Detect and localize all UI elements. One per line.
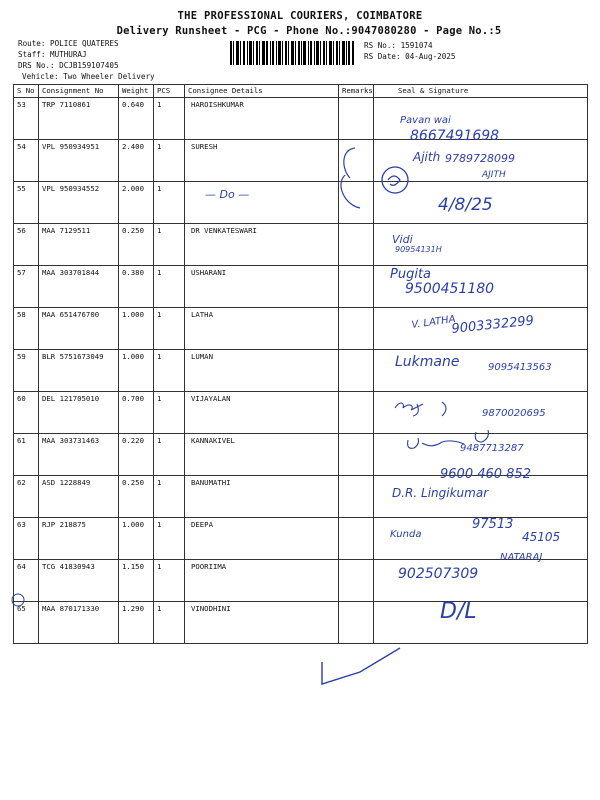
cell-consignment-no: RJP 218875 (39, 518, 119, 560)
signature-53: Pavan wai (400, 115, 451, 126)
cell-consignee: VINODHINI (185, 602, 339, 644)
cell-consignee: KANNAKIVEL (185, 434, 339, 476)
cell-pcs: 1 (154, 224, 185, 266)
company-title: THE PROFESSIONAL COURIERS, COIMBATORE (177, 10, 423, 22)
cell-weight: 2.000 (119, 182, 154, 224)
cell-consignee: DEEPA (185, 518, 339, 560)
cell-consignment-no: ASD 1228849 (39, 476, 119, 518)
cell-pcs: 1 (154, 308, 185, 350)
name-54: AJITH (482, 170, 506, 180)
table-row (14, 182, 588, 224)
cell-weight: 1.290 (119, 602, 154, 644)
phone-63a: 97513 (472, 517, 514, 532)
cell-remarks (339, 266, 374, 308)
table-row (14, 266, 588, 308)
cell-consignment-no: BLR 5751673049 (39, 350, 119, 392)
cell-pcs: 1 (154, 560, 185, 602)
table-row (14, 98, 588, 140)
name-63: Kunda (390, 529, 422, 540)
table-row (14, 518, 588, 560)
cell-sno: 61 (14, 434, 39, 476)
cell-consignment-no: TCG 41830943 (39, 560, 119, 602)
route-info: Route: POLICE QUATERES (18, 39, 119, 48)
phone-56: 90954131H (395, 245, 442, 254)
cell-consignee: DR VENKATESWARI (185, 224, 339, 266)
cell-consignment-no: MAA 870171330 (39, 602, 119, 644)
cell-pcs: 1 (154, 476, 185, 518)
cell-remarks (339, 392, 374, 434)
cell-pcs: 1 (154, 350, 185, 392)
cell-remarks (339, 602, 374, 644)
bottom-initial (322, 648, 400, 684)
cell-consignee (185, 182, 339, 224)
drs-info: DRS No.: DCJB159107405 (18, 61, 119, 70)
cell-pcs: 1 (154, 182, 185, 224)
cell-remarks (339, 350, 374, 392)
cell-sno: 57 (14, 266, 39, 308)
cell-remarks (339, 224, 374, 266)
cell-pcs: 1 (154, 266, 185, 308)
col-header-consignee: Consignee Details (185, 85, 339, 98)
col-header-pcs: PCS (154, 85, 185, 98)
cell-signature (374, 392, 588, 434)
cell-consignment-no: DEL 121705010 (39, 392, 119, 434)
table-row (14, 140, 588, 182)
cell-weight: 1.150 (119, 560, 154, 602)
cell-sno: 59 (14, 350, 39, 392)
name-58: V. LATHA (410, 313, 457, 331)
signature-57: Pugita (390, 267, 432, 282)
table-row (14, 434, 588, 476)
cell-remarks (339, 182, 374, 224)
phone-63b: 45105 (522, 530, 561, 544)
cell-signature (374, 602, 588, 644)
cell-weight: 0.220 (119, 434, 154, 476)
phone-64: 902507309 (398, 566, 479, 582)
phone-60: 9870020695 (482, 408, 546, 419)
phone-54: 9789728099 (445, 152, 515, 165)
cell-consignee: SURESH (185, 140, 339, 182)
table-row (14, 224, 588, 266)
cell-consignment-no: MAA 303701844 (39, 266, 119, 308)
cell-consignment-no: MAA 303731463 (39, 434, 119, 476)
cell-signature (374, 434, 588, 476)
cell-consignment-no: VPL 950934552 (39, 182, 119, 224)
cell-weight: 0.700 (119, 392, 154, 434)
name-64: NATARAJ (500, 552, 543, 563)
phone-58: 9003332299 (450, 313, 535, 337)
cell-weight: 2.400 (119, 140, 154, 182)
cell-signature (374, 476, 588, 518)
cell-consignment-no: VPL 950934951 (39, 140, 119, 182)
cell-consignee: POORIIMA (185, 560, 339, 602)
cell-sno: 54 (14, 140, 39, 182)
vehicle-info: Vehicle: Two Wheeler Delivery (22, 72, 155, 81)
cell-signature (374, 224, 588, 266)
phone-61: 9487713287 (460, 443, 524, 454)
cell-weight: 0.380 (119, 266, 154, 308)
cell-signature (374, 182, 588, 224)
cell-weight: 0.250 (119, 476, 154, 518)
col-header-sno: S No (14, 85, 39, 98)
cell-sno: 63 (14, 518, 39, 560)
col-header-remarks: Remarks (339, 85, 374, 98)
cell-remarks (339, 560, 374, 602)
date-55: 4/8/25 (438, 195, 493, 215)
col-header-signature: Seal & Signature (374, 85, 588, 98)
table-row (14, 350, 588, 392)
cell-signature (374, 350, 588, 392)
table-row (14, 476, 588, 518)
cell-signature (374, 308, 588, 350)
name-62: D.R. Lingikumar (392, 486, 489, 500)
cell-signature (374, 560, 588, 602)
cell-consignment-no: MAA 7129511 (39, 224, 119, 266)
rs-date: RS Date: 04-Aug-2025 (364, 52, 456, 61)
cell-pcs: 1 (154, 602, 185, 644)
cell-sno: 62 (14, 476, 39, 518)
cell-remarks (339, 476, 374, 518)
cell-weight: 0.250 (119, 224, 154, 266)
cell-pcs: 1 (154, 140, 185, 182)
cell-sno: 60 (14, 392, 39, 434)
cell-signature (374, 266, 588, 308)
cell-consignment-no: MAA 651476700 (39, 308, 119, 350)
cell-sno: 55 (14, 182, 39, 224)
cell-signature (374, 140, 588, 182)
cell-consignee: USHARANI (185, 266, 339, 308)
cell-pcs: 1 (154, 98, 185, 140)
cell-sno: 56 (14, 224, 39, 266)
phone-53: 8667491698 (410, 128, 500, 144)
cell-consignment-no: TRP 7110861 (39, 98, 119, 140)
table-row (14, 602, 588, 644)
cell-weight: 1.000 (119, 518, 154, 560)
signature-56: Vidi (392, 233, 413, 246)
cell-sno: 64 (14, 560, 39, 602)
cell-consignee: LATHA (185, 308, 339, 350)
staff-info: Staff: MUTHURAJ (18, 50, 87, 59)
cell-consignee: HAROISHKUMAR (185, 98, 339, 140)
phone-57: 9500451180 (405, 281, 495, 297)
cell-remarks (339, 434, 374, 476)
signature-59: Lukmane (395, 354, 460, 370)
cell-signature (374, 518, 588, 560)
cell-consignee: LUMAN (185, 350, 339, 392)
table-row (14, 308, 588, 350)
cell-pcs: 1 (154, 518, 185, 560)
runsheet-table (13, 84, 588, 644)
ditto-55: — Do — (205, 188, 250, 201)
cell-sno: 65 (14, 602, 39, 644)
col-header-consignment: Consignment No (39, 85, 119, 98)
barcode (230, 41, 354, 65)
cell-sno: 53 (14, 98, 39, 140)
table-row (14, 560, 588, 602)
cell-weight: 0.640 (119, 98, 154, 140)
signature-54: Ajith (413, 150, 441, 164)
cell-weight: 1.000 (119, 350, 154, 392)
cell-remarks (339, 98, 374, 140)
table-header-row (14, 85, 588, 98)
table-row (14, 392, 588, 434)
cell-signature (374, 98, 588, 140)
cell-sno: 58 (14, 308, 39, 350)
cell-consignee: BANUMATHI (185, 476, 339, 518)
rs-number: RS No.: 1591074 (364, 41, 433, 50)
cell-weight: 1.000 (119, 308, 154, 350)
phone-62: 9600 460 852 (440, 467, 531, 482)
cell-remarks (339, 140, 374, 182)
phone-59: 9095413563 (488, 362, 552, 373)
cell-remarks (339, 308, 374, 350)
signature-65: D/L (440, 599, 477, 624)
cell-pcs: 1 (154, 434, 185, 476)
cell-remarks (339, 518, 374, 560)
cell-consignee: VIJAYALAN (185, 392, 339, 434)
runsheet-subtitle: Delivery Runsheet - PCG - Phone No.:9047080280 - Page No.:5 (116, 25, 502, 37)
cell-pcs: 1 (154, 392, 185, 434)
col-header-weight: Weight (119, 85, 154, 98)
